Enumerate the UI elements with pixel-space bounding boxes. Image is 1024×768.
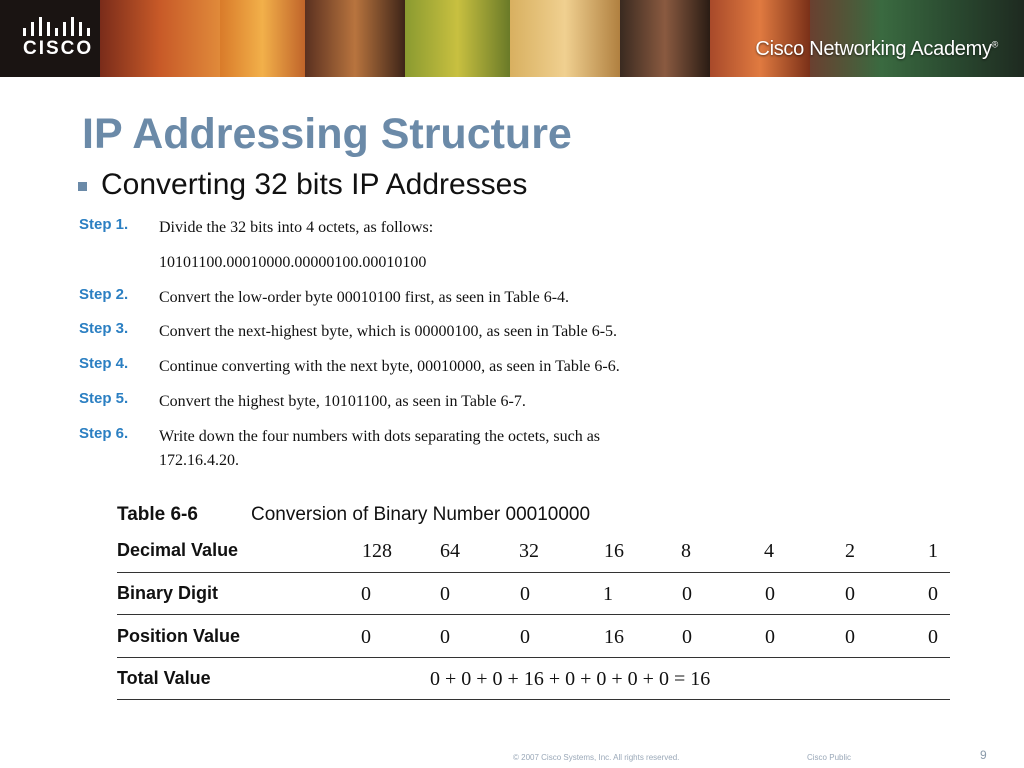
- header-banner: [0, 0, 1024, 77]
- table-row-binary: [117, 583, 950, 625]
- table-cell: 0: [682, 626, 692, 648]
- step-text: Convert the highest byte, 10101100, as seen in Table 6-7.: [159, 393, 526, 410]
- table-cell: 0: [440, 583, 450, 605]
- table-cell: 0: [845, 626, 855, 648]
- table-cell: 0: [520, 583, 530, 605]
- table-cell: 4: [764, 540, 774, 562]
- cisco-logo: [0, 0, 100, 77]
- table-cell: 8: [681, 540, 691, 562]
- step-label: Step 2.: [79, 286, 129, 303]
- table-divider: [117, 657, 950, 658]
- step-text: Convert the next-highest byte, which is 00000100, as seen in Table 6-5.: [159, 323, 618, 340]
- step-label: Step 6.: [79, 425, 129, 442]
- step-text: Continue converting with the next byte, 00010000, as seen in Table 6-6.: [159, 358, 620, 375]
- table-cell: 128: [362, 540, 392, 562]
- table-cell: 1: [603, 583, 613, 605]
- table-cell: 0: [361, 583, 371, 605]
- copyright-text: © 2007 Cisco Systems, Inc. All rights reserved.: [513, 753, 680, 762]
- table-cell: 2: [845, 540, 855, 562]
- step-label: Step 1.: [79, 216, 129, 233]
- table-row-decimal: [117, 540, 950, 582]
- table-bottom-rule: [117, 699, 950, 700]
- binary-octets: 10101100.00010000.00000100.00010100: [159, 254, 427, 271]
- table-cell: 1: [928, 540, 938, 562]
- table-cell: 0: [928, 583, 938, 605]
- table-title: Conversion of Binary Number 00010000: [251, 504, 591, 525]
- total-expression: 0 + 0 + 0 + 16 + 0 + 0 + 0 + 0 = 16: [430, 668, 711, 690]
- step-text: Convert the low-order byte 00010100 first, as seen in Table 6-4.: [159, 289, 570, 306]
- table-cell: 0: [520, 626, 530, 648]
- row-header: Position Value: [117, 626, 241, 646]
- table-caption: [117, 504, 591, 526]
- bullet-item: [78, 168, 527, 202]
- step-label: Step 4.: [79, 355, 129, 372]
- table-cell: 0: [845, 583, 855, 605]
- table-cell: 32: [519, 540, 539, 562]
- row-header: Total Value: [117, 668, 211, 688]
- page-number: 9: [980, 748, 987, 762]
- table-number: Table 6-6: [117, 504, 198, 525]
- classification-text: Cisco Public: [807, 753, 852, 762]
- step-text: Write down the four numbers with dots separating the octets, such as 172.16.4.20.: [159, 428, 601, 469]
- academy-wordmark: Cisco Networking Academy®: [755, 38, 998, 60]
- table-row-total: [117, 668, 950, 710]
- table-cell: 0: [765, 626, 775, 648]
- bullet-text: Converting 32 bits IP Addresses: [101, 168, 528, 201]
- table-divider: [117, 572, 950, 573]
- table-cell: 0: [765, 583, 775, 605]
- table-cell: 0: [682, 583, 692, 605]
- step-text: Divide the 32 bits into 4 octets, as follows:: [159, 219, 434, 236]
- square-bullet-icon: [78, 182, 87, 191]
- cisco-bridge-icon: [22, 17, 92, 37]
- table-cell: 0: [361, 626, 371, 648]
- table-cell: 0: [928, 626, 938, 648]
- row-header: Decimal Value: [117, 540, 239, 560]
- table-divider: [117, 614, 950, 615]
- table-cell: 16: [604, 626, 624, 648]
- table-cell: 0: [440, 626, 450, 648]
- slide-title: IP Addressing Structure: [82, 110, 572, 158]
- step-label: Step 5.: [79, 390, 129, 407]
- step-label: Step 3.: [79, 320, 129, 337]
- table-cell: 64: [440, 540, 460, 562]
- cisco-wordmark: CISCO: [23, 38, 94, 59]
- row-header: Binary Digit: [117, 583, 219, 603]
- table-cell: 16: [604, 540, 624, 562]
- table-row-position: [117, 626, 950, 668]
